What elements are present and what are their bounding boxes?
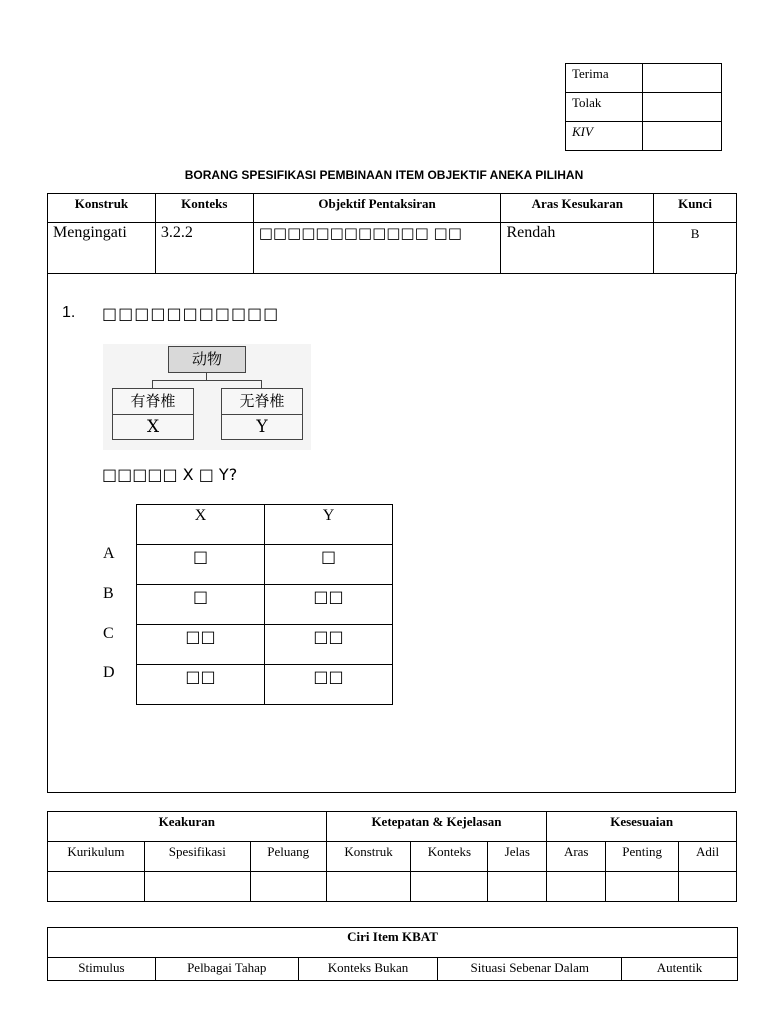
evaluation-group-row: [48, 812, 737, 842]
evaluation-col-kurikulum: Kurikulum: [48, 842, 145, 872]
evaluation-cell-konteks[interactable]: [411, 872, 488, 902]
option-row-d[interactable]: [137, 665, 393, 705]
options-table: [136, 504, 393, 705]
spec-header-row: [48, 194, 737, 223]
diagram-connector-left: [152, 380, 153, 388]
option-a-y: □: [265, 545, 393, 585]
spec-value-kunci[interactable]: B: [654, 223, 737, 274]
evaluation-col-jelas: Jelas: [488, 842, 547, 872]
evaluation-group-keakuran: Keakuran: [48, 812, 327, 842]
option-c-x: □□: [137, 625, 265, 665]
evaluation-cell-penting[interactable]: [606, 872, 679, 902]
evaluation-col-adil: Adil: [679, 842, 737, 872]
options-header-row: [137, 505, 393, 545]
evaluation-table: [47, 811, 737, 902]
option-row-b[interactable]: [137, 585, 393, 625]
evaluation-cell-peluang[interactable]: [250, 872, 326, 902]
option-a-x: □: [137, 545, 265, 585]
diagram-var-y: Y: [256, 417, 268, 437]
kbat-col-autentik: Autentik: [622, 958, 738, 981]
approval-label-terima: Terima: [566, 64, 643, 93]
option-row-c[interactable]: [137, 625, 393, 665]
evaluation-group-kesesuaian: Kesesuaian: [547, 812, 737, 842]
approval-checkbox-tolak[interactable]: [642, 93, 721, 122]
diagram-node-vertebrate: [112, 388, 194, 440]
evaluation-column-row: [48, 842, 737, 872]
option-row-a[interactable]: [137, 545, 393, 585]
evaluation-input-row: [48, 872, 737, 902]
question-number: 1.: [62, 304, 76, 321]
evaluation-col-penting: Penting: [606, 842, 679, 872]
approval-label-kiv: KIV: [566, 122, 643, 151]
diagram-connector-right: [261, 380, 262, 388]
kbat-col-pelbagai-tahap: Pelbagai Tahap: [155, 958, 298, 981]
approval-label-tolak: Tolak: [566, 93, 643, 122]
question-box: [47, 274, 736, 793]
evaluation-col-aras: Aras: [547, 842, 606, 872]
kbat-title: Ciri Item KBAT: [48, 928, 738, 958]
kbat-col-konteks-bukan: Konteks Bukan: [298, 958, 438, 981]
diagram-root-node: 动物: [168, 346, 246, 373]
evaluation-col-peluang: Peluang: [250, 842, 326, 872]
question-prompt: □□□□□ X □ Y?: [102, 465, 238, 484]
spec-value-konteks[interactable]: 3.2.2: [155, 223, 253, 274]
spec-header-aras: Aras Kesukaran: [501, 194, 654, 223]
classification-diagram: [103, 344, 311, 450]
kbat-column-row: [48, 958, 738, 981]
approval-row-terima: [566, 64, 722, 93]
kbat-col-situasi-sebenar: Situasi Sebenar Dalam: [438, 958, 622, 981]
kbat-table: [47, 927, 738, 981]
spec-value-aras[interactable]: Rendah: [501, 223, 654, 274]
option-letter-b[interactable]: B: [103, 585, 114, 602]
diagram-label-vertebrate: 有脊椎: [113, 389, 193, 415]
approval-row-tolak: [566, 93, 722, 122]
approval-box: [565, 63, 722, 151]
spec-table: [47, 193, 737, 274]
spec-header-konstruk: Konstruk: [48, 194, 156, 223]
spec-header-objektif: Objektif Pentaksiran: [253, 194, 501, 223]
option-b-x: □: [137, 585, 265, 625]
spec-header-konteks: Konteks: [155, 194, 253, 223]
approval-row-kiv: [566, 122, 722, 151]
options-header-y: Y: [265, 505, 393, 545]
options-header-x: X: [137, 505, 265, 545]
evaluation-cell-aras[interactable]: [547, 872, 606, 902]
diagram-var-x: X: [146, 417, 160, 437]
question-stem: □□□□□□□□□□□: [102, 304, 280, 323]
option-letter-d[interactable]: D: [103, 664, 115, 681]
option-b-y: □□: [265, 585, 393, 625]
option-d-y: □□: [265, 665, 393, 705]
diagram-connector-horizontal: [152, 380, 262, 381]
evaluation-cell-spesifikasi[interactable]: [144, 872, 250, 902]
diagram-connector-vertical: [206, 372, 207, 380]
spec-value-konstruk[interactable]: Mengingati: [48, 223, 156, 274]
evaluation-col-konstruk: Konstruk: [326, 842, 411, 872]
kbat-title-row: [48, 928, 738, 958]
diagram-node-invertebrate: [221, 388, 303, 440]
evaluation-cell-adil[interactable]: [679, 872, 737, 902]
evaluation-col-konteks: Konteks: [411, 842, 488, 872]
evaluation-cell-kurikulum[interactable]: [48, 872, 145, 902]
evaluation-cell-konstruk[interactable]: [326, 872, 411, 902]
evaluation-col-spesifikasi: Spesifikasi: [144, 842, 250, 872]
evaluation-group-ketepatan: Ketepatan & Kejelasan: [326, 812, 547, 842]
form-title: BORANG SPESIFIKASI PEMBINAAN ITEM OBJEKTIF ANEKA PILIHAN: [184, 168, 584, 182]
option-letter-a[interactable]: A: [103, 545, 115, 562]
spec-value-objektif[interactable]: □□□□□□□□□□□□ □□: [253, 223, 501, 274]
approval-checkbox-terima[interactable]: [642, 64, 721, 93]
option-letter-c[interactable]: C: [103, 625, 114, 642]
option-d-x: □□: [137, 665, 265, 705]
option-c-y: □□: [265, 625, 393, 665]
spec-value-row: [48, 223, 737, 274]
diagram-label-invertebrate: 无脊椎: [222, 389, 302, 415]
kbat-col-stimulus: Stimulus: [48, 958, 156, 981]
approval-checkbox-kiv[interactable]: [642, 122, 721, 151]
evaluation-cell-jelas[interactable]: [488, 872, 547, 902]
spec-header-kunci: Kunci: [654, 194, 737, 223]
